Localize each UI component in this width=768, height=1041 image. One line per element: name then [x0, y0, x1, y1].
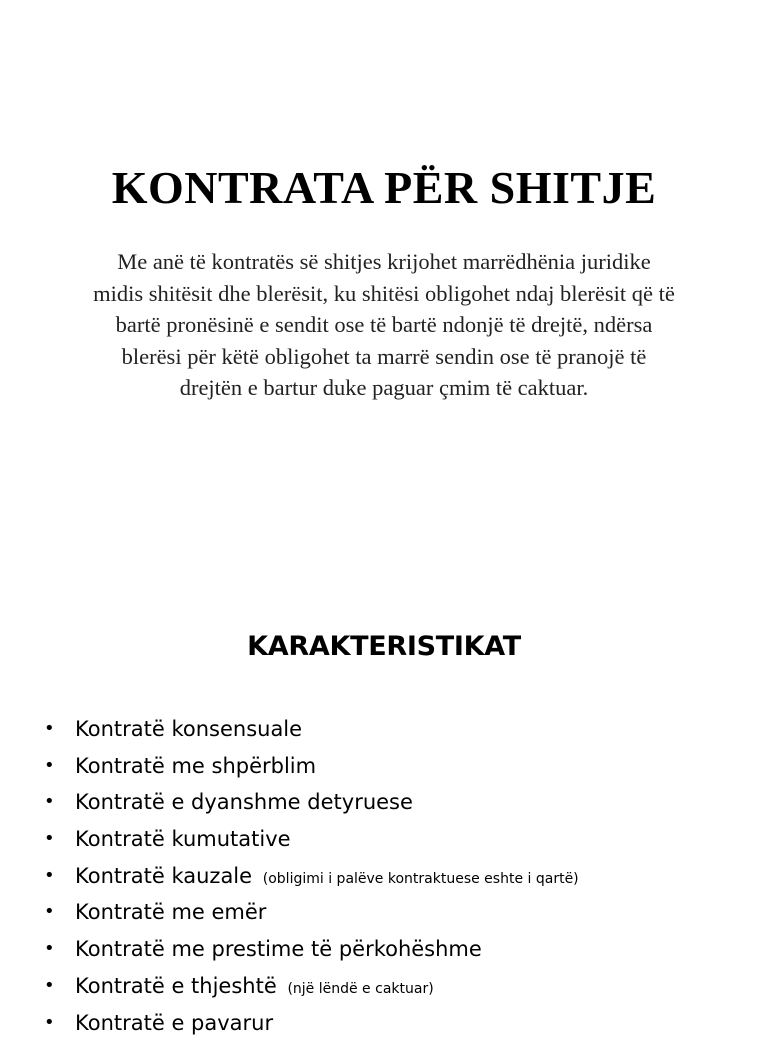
intro-line: bartë pronësinë e sendit ose të bartë ndonjë të drejtë, ndërsa — [116, 312, 653, 337]
intro-paragraph — [62, 246, 706, 404]
list-item-text: Kontratë me emër — [75, 900, 266, 924]
characteristics-list — [44, 711, 744, 1041]
list-item-text: Kontratë me shpërblim — [75, 754, 316, 778]
bullet-icon: • — [44, 894, 56, 930]
bullet-icon: • — [44, 784, 56, 820]
bullet-icon: • — [44, 748, 56, 784]
bullet-icon: • — [44, 821, 56, 857]
bullet-icon: • — [44, 711, 56, 747]
list-item-text: Kontratë me prestime të përkohëshme — [75, 937, 482, 961]
list-item-note: (obligimi i palëve kontraktuese eshte i qartë) — [263, 871, 579, 887]
list-item-text: Kontratë kumutative — [75, 827, 291, 851]
list-item — [44, 784, 744, 821]
list-item-text: Kontratë konsensuale — [75, 717, 302, 741]
list-item — [44, 748, 744, 785]
intro-line: drejtën e bartur duke paguar çmim të caktuar. — [180, 375, 589, 400]
list-item — [44, 1005, 744, 1041]
list-item-note: (një lëndë e caktuar) — [287, 981, 433, 997]
section-heading: KARAKTERISTIKAT — [0, 627, 768, 667]
list-item-text: Kontratë e dyanshme detyruese — [75, 790, 413, 814]
intro-line: midis shitësit dhe blerësit, ku shitësi obligohet ndaj blerësit që të — [93, 281, 675, 306]
bullet-icon: • — [44, 1005, 56, 1041]
list-item — [44, 894, 744, 931]
bullet-icon: • — [44, 968, 56, 1004]
bullet-icon: • — [44, 931, 56, 967]
list-item — [44, 931, 744, 968]
list-item — [44, 711, 744, 748]
list-item-text: Kontratë e thjeshtë — [75, 974, 277, 998]
list-item — [44, 968, 744, 1005]
intro-line: blerësi për këtë obligohet ta marrë sendin ose të pranojë të — [122, 344, 647, 369]
intro-line: Me anë të kontratës së shitjes krijohet marrëdhënia juridike — [117, 249, 651, 274]
list-item-text: Kontratë e pavarur — [75, 1011, 273, 1035]
bullet-icon: • — [44, 858, 56, 894]
list-item — [44, 821, 744, 858]
list-item — [44, 858, 744, 895]
list-item-text: Kontratë kauzale — [75, 864, 252, 888]
page-title: KONTRATA PËR SHITJE — [0, 160, 768, 216]
